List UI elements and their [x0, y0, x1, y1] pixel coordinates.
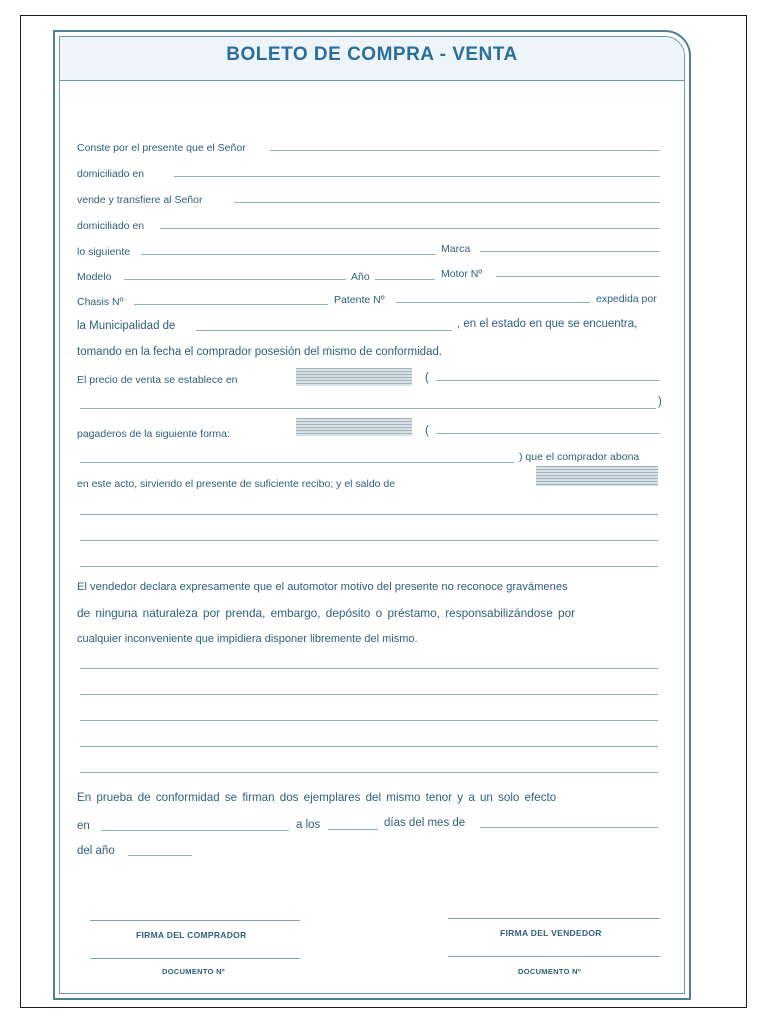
label-firma-comprador: FIRMA DEL COMPRADOR [136, 930, 247, 940]
text-prueba: En prueba de conformidad se firman dos ejemplares del mismo tenor y a un solo efecto [77, 791, 557, 804]
field-patente[interactable] [396, 302, 590, 303]
label-delanio: del año [77, 845, 115, 857]
field-senor-comprador[interactable] [234, 202, 660, 203]
label-domiciliado-2: domiciliado en [77, 220, 145, 232]
label-tomando: tomando en la fecha el comprador posesión del mismo de conformidad. [77, 346, 443, 358]
field-saldo-1[interactable] [80, 514, 658, 515]
field-obs-3[interactable] [80, 720, 658, 721]
label-acto: en este acto, sirviendo el presente de suficiente recibo; y el saldo de [77, 478, 396, 490]
signature-line-comprador[interactable] [90, 920, 300, 921]
signature-line-vendedor[interactable] [448, 918, 660, 919]
field-senor-vendedor[interactable] [270, 150, 660, 151]
field-pagaderos-letras-2[interactable] [80, 462, 514, 463]
text-vendedor-3: cualquier inconveniente que impidiera disponer libremente del mismo. [77, 633, 418, 645]
label-documento-vendedor: DOCUMENTO Nº [518, 967, 581, 976]
field-precio-letras-2[interactable] [80, 408, 656, 409]
field-municipalidad[interactable] [196, 330, 452, 331]
field-saldo-2[interactable] [80, 540, 658, 541]
pagaderos-redacted [296, 418, 412, 436]
field-precio-letras[interactable] [436, 380, 660, 381]
field-saldo-3[interactable] [80, 566, 658, 567]
field-siguiente[interactable] [141, 254, 436, 255]
label-modelo: Modelo [77, 271, 112, 283]
label-siguiente: lo siguiente [77, 246, 131, 258]
text-vendedor-1: El vendedor declara expresamente que el automotor motivo del presente no reconoce gravámenes [77, 581, 568, 593]
field-anio[interactable] [375, 279, 435, 280]
form-title: BOLETO DE COMPRA - VENTA [226, 44, 518, 65]
label-patente: Patente Nº [334, 294, 385, 306]
precio-redacted [296, 368, 412, 386]
label-dias: días del mes de [384, 817, 466, 829]
label-expedida: expedida por [596, 293, 657, 305]
form-inner-frame [59, 36, 685, 994]
text-vendedor-2: de ninguna naturaleza por prenda, embargo, depósito o préstamo, responsabilizándose por [77, 606, 576, 620]
label-firma-vendedor: FIRMA DEL VENDEDOR [500, 928, 602, 938]
label-chasis: Chasis Nº [77, 296, 124, 308]
paren-open-2: ( [425, 425, 429, 437]
field-marca[interactable] [480, 251, 660, 252]
label-domiciliado-1: domiciliado en [77, 168, 145, 180]
label-estado: , en el estado en que se encuentra, [457, 318, 638, 330]
label-pagaderos: pagaderos de la siguiente forma: [77, 428, 230, 440]
label-conste: Conste por el presente que el Señor [77, 142, 246, 154]
saldo-redacted [536, 466, 658, 486]
field-domicilio-vendedor[interactable] [174, 176, 660, 177]
field-obs-5[interactable] [80, 772, 658, 773]
field-obs-1[interactable] [80, 668, 658, 669]
field-pagaderos-letras[interactable] [436, 433, 660, 434]
field-dias[interactable] [328, 829, 378, 830]
label-documento-comprador: DOCUMENTO Nº [162, 967, 225, 976]
label-anio: Año [351, 271, 370, 283]
label-alos: a los [296, 819, 321, 831]
field-modelo[interactable] [124, 279, 346, 280]
field-lugar[interactable] [101, 830, 289, 831]
label-precio: El precio de venta se establece en [77, 374, 238, 386]
document-line-comprador[interactable] [90, 958, 300, 959]
field-domicilio-comprador[interactable] [160, 228, 660, 229]
field-chasis[interactable] [134, 304, 328, 305]
label-en: en [77, 820, 90, 832]
field-anio-firma[interactable] [128, 855, 192, 856]
label-motor: Motor Nº [441, 268, 483, 280]
field-mes[interactable] [480, 827, 658, 828]
document-line-vendedor[interactable] [448, 956, 660, 957]
paren-open-1: ( [425, 372, 429, 384]
label-abona: ) que el comprador abona [519, 451, 640, 463]
field-motor[interactable] [496, 276, 660, 277]
field-obs-2[interactable] [80, 694, 658, 695]
label-vende: vende y transfiere al Señor [77, 194, 203, 206]
label-marca: Marca [441, 243, 471, 255]
field-obs-4[interactable] [80, 746, 658, 747]
label-municipalidad: la Municipalidad de [77, 320, 176, 332]
paren-close-1: ) [658, 396, 662, 408]
